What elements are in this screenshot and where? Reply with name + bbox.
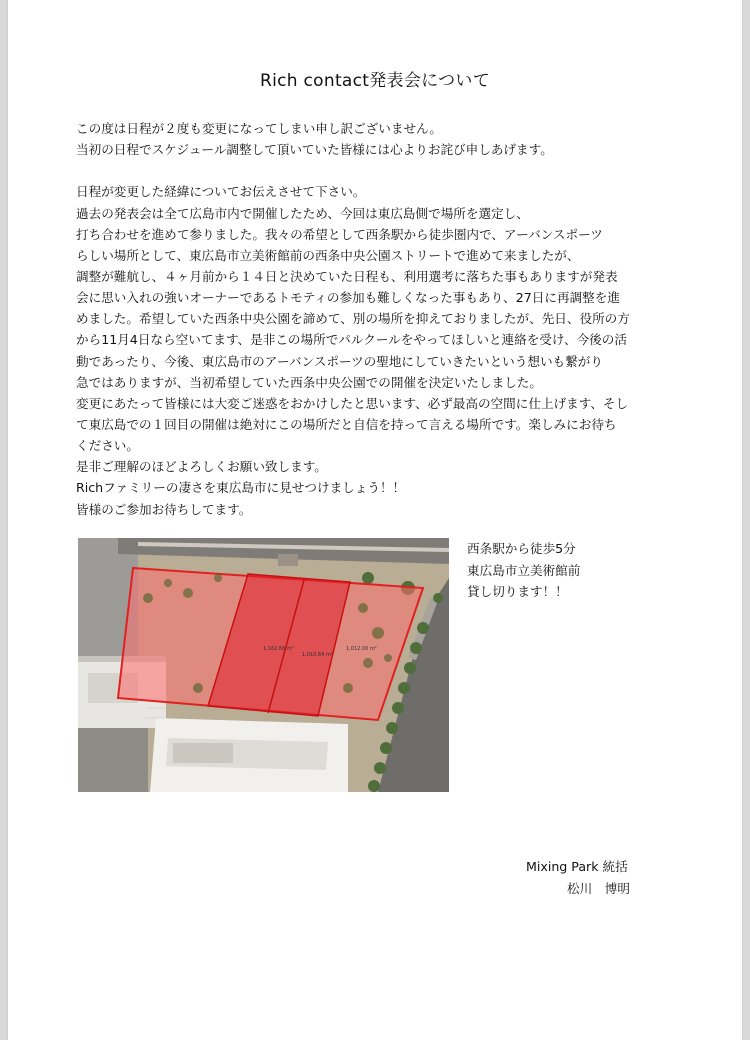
signature-block bbox=[526, 856, 630, 900]
body-line: らしい場所として、東広島市立美術館前の西条中央公園ストリートで進めて来ましたが、 bbox=[76, 247, 580, 263]
body-line: ください。 bbox=[76, 438, 139, 454]
venue-note: 西条駅から徒歩5分 bbox=[467, 541, 576, 556]
body-line: から11月4日なら空いてます、是非この場所でパルクールをやってほしいと連絡を受け、今後の活 bbox=[76, 332, 627, 348]
body-line: 是非ご理解のほどよろしくお願い致します。 bbox=[76, 459, 327, 475]
signature-org: Mixing Park 統括 bbox=[526, 859, 628, 874]
body-line: 動であったり、今後、東広島市のアーバンスポーツの聖地にしていきたいという想いも繋がり bbox=[76, 353, 603, 369]
venue-note: 東広島市立美術館前 bbox=[467, 562, 581, 578]
map-area-label: 1,012.00 m² bbox=[346, 646, 377, 652]
body-line: 皆様のご参加お待ちしてます。 bbox=[76, 501, 252, 517]
body-line: めました。希望していた西条中央公園を諦めて、別の場所を抑えておりましたが、先日、役所の方 bbox=[76, 311, 630, 327]
body-line: 当初の日程でスケジュール調整して頂いていた皆様には心よりお詫び申しあげます。 bbox=[76, 142, 553, 158]
body-line: この度は日程が２度も変更になってしまい申し訳ございません。 bbox=[76, 121, 442, 136]
body-line: 急ではありますが、当初希望していた西条中央公園での開催を決定いたしました。 bbox=[76, 374, 542, 390]
body-line: Richファミリーの凄さを東広島市に見せつけましょう！！ bbox=[76, 480, 406, 496]
document-title: Rich contact発表会について bbox=[259, 71, 491, 91]
body-line: て東広島での１回目の開催は絶対にこの場所だと自信を持って言える場所です。楽しみにお待ち bbox=[76, 416, 617, 432]
document-body bbox=[76, 118, 686, 520]
venue-note: 貸し切ります！！ bbox=[467, 584, 568, 599]
body-line: 調整が難航し、４ヶ月前から１４日と決めていた日程も、利用選考に落ちた事もありますが発表 bbox=[76, 268, 618, 284]
map-area-label: 1,162.66 m² bbox=[263, 646, 294, 652]
signature-name: 松川 博明 bbox=[567, 881, 630, 896]
body-line: 日程が変更した経緯についてお伝えさせて下さい。 bbox=[76, 184, 366, 200]
body-line: 会に思い入れの強いオーナーであるトモティの参加も難しくなった事もあり、27日に再調整を進 bbox=[76, 290, 620, 306]
venue-notes bbox=[467, 538, 580, 603]
venue-map-image bbox=[78, 538, 449, 792]
body-line: 変更にあたって皆様には大変ご迷惑をおかけしたと思います、必ず最高の空間に仕上げます、そし bbox=[76, 395, 629, 411]
map-area-label: 1,010.64 m² bbox=[302, 652, 333, 658]
body-line: 過去の発表会は全て広島市内で開催したため、今回は東広島側で場所を選定し、 bbox=[76, 205, 529, 221]
document-page bbox=[8, 0, 742, 1040]
paragraph-gap bbox=[76, 160, 686, 181]
body-line: 打ち合わせを進めて参りました。我々の希望として西条駅から徒歩圏内で、アーバンスポーツ bbox=[76, 226, 603, 242]
